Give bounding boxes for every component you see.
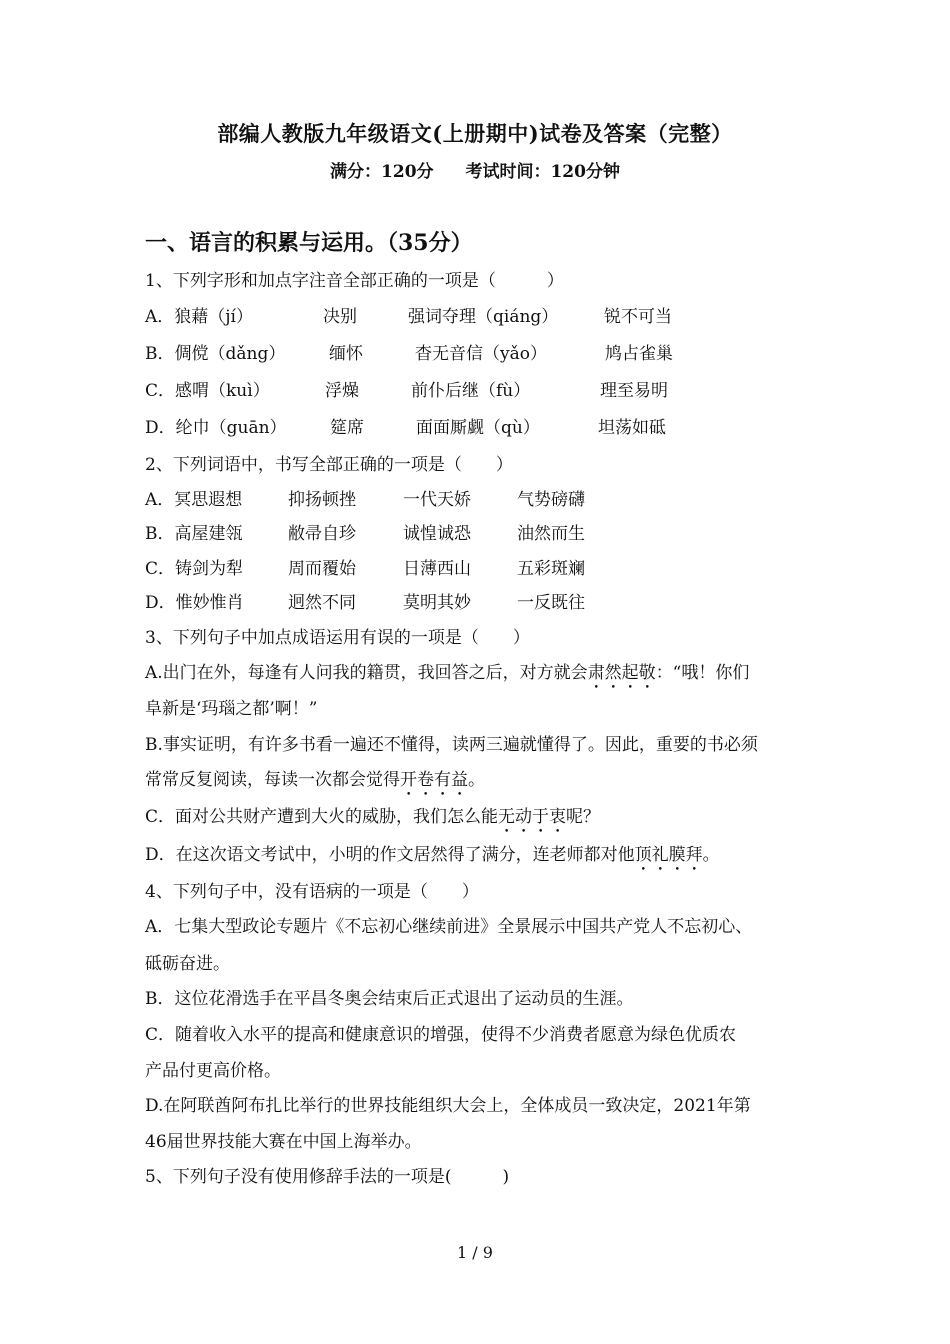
q4-option-b: B．这位花滑选手在平昌冬奥会结束后正式退出了运动员的生涯。 (145, 989, 634, 1009)
q3-option-c (145, 802, 815, 837)
q1-a-4: 锐不可当 (604, 307, 672, 327)
q1-stem: 1、下列字形和加点字注音全部正确的一项是（ ） (145, 271, 564, 291)
q2-d-1: D．惟妙惟肖 (145, 593, 244, 613)
q1-d-3: 面面厮觑（qù） (416, 418, 540, 438)
q1-c-2: 浮燥 (325, 381, 359, 401)
q3-d-text: D．在这次语文考试中，小明的作文居然得了满分，连老师都对他 (145, 845, 635, 865)
q3-c-text-end: 呢？ (566, 807, 601, 827)
q3-a-text-end: ：“哦！你们 (655, 663, 750, 683)
q4-option-c-line2: 产品付更高价格。 (145, 1061, 281, 1081)
q2-c-4: 五彩斑斓 (517, 559, 585, 579)
q3-option-a-line2: 阜新是‘玛瑙之都’啊！” (145, 699, 318, 719)
full-score: 满分：120分 (330, 162, 434, 182)
document-title: 部编人教版九年级语文(上册期中)试卷及答案（完整） (217, 121, 733, 146)
q3-c-text: C．面对公共财产遭到大火的威胁，我们怎么能 (145, 807, 499, 827)
q3-b-idiom: 开卷有益 (400, 770, 468, 790)
q4-option-a-line2: 砥砺奋进。 (145, 954, 230, 974)
q1-d-4: 坦荡如砥 (598, 418, 666, 438)
q2-a-4: 气势磅礴 (517, 490, 585, 510)
q2-d-4: 一反既往 (517, 593, 585, 613)
exam-time: 考试时间：120分钟 (465, 162, 620, 182)
q3-d-idiom: 顶礼膜拜 (634, 845, 703, 865)
q2-c-2: 周而覆始 (288, 559, 356, 579)
q3-d-text-end: 。 (702, 845, 720, 865)
q3-option-b-line2 (145, 765, 815, 800)
q4-option-d-line2: 46届世界技能大赛在中国上海举办。 (145, 1132, 422, 1152)
q1-c-3: 前仆后继（fù） (411, 381, 531, 401)
q1-b-2: 缅怀 (329, 344, 363, 364)
q3-option-a-line1 (145, 658, 815, 693)
q3-a-text: A.出门在外，每逢有人问我的籍贯，我回答之后，对方就会 (145, 663, 588, 683)
q2-c-1: C．铸剑为犁 (145, 559, 244, 579)
q2-b-3: 诚惶诚恐 (403, 524, 471, 544)
q4-option-c-line1: C．随着收入水平的提高和健康意识的增强，使得不少消费者愿意为绿色优质农 (145, 1025, 737, 1045)
q1-a-1: A．狼藉（jí） (145, 307, 253, 327)
q3-c-idiom: 无动于衷 (498, 807, 567, 827)
q3-b-text-end: 。 (468, 770, 485, 790)
section-heading: 一、语言的积累与运用。（35分） (145, 230, 473, 256)
q1-a-3: 强词夺理（qiáng） (408, 307, 559, 327)
q3-a-idiom: 肃然起敬 (587, 663, 656, 683)
q4-option-d-line1: D.在阿联酋阿布扎比举行的世界技能组织大会上，全体成员一致决定，2021年第 (145, 1096, 751, 1116)
q1-c-1: C．感喟（kuì） (145, 381, 270, 401)
q1-d-2: 筵席 (330, 418, 364, 438)
q4-stem: 4、下列句子中，没有语病的一项是（ ） (145, 882, 479, 902)
q3-option-b-line1: B.事实证明，有许多书看一遍还不懂得，读两三遍就懂得了。因此，重要的书必须 (145, 735, 758, 755)
q2-d-2: 迥然不同 (288, 593, 356, 613)
q3-b-text: 常常反复阅读，每读一次都会觉得 (145, 770, 400, 790)
q2-a-1: A．冥思遐想 (145, 490, 243, 510)
q3-option-d (145, 840, 815, 875)
q2-stem: 2、下列词语中，书写全部正确的一项是（ ） (145, 455, 513, 475)
q3-stem: 3、下列句子中加点成语运用有误的一项是（ ） (145, 628, 530, 648)
q5-stem: 5、下列句子没有使用修辞手法的一项是( ) (145, 1167, 510, 1187)
q2-b-4: 油然而生 (517, 524, 585, 544)
q2-a-2: 抑扬顿挫 (288, 490, 356, 510)
q1-d-1: D．纶巾（guān） (145, 418, 287, 438)
q4-option-a-line1: A．七集大型政论专题片《不忘初心继续前进》全景展示中国共产党人不忘初心、 (145, 917, 753, 937)
q1-b-4: 鸠占雀巢 (605, 344, 673, 364)
q2-b-2: 敝帚自珍 (288, 524, 356, 544)
q1-c-4: 理至易明 (600, 381, 668, 401)
q1-a-2: 决别 (323, 307, 357, 327)
q2-a-3: 一代天娇 (403, 490, 471, 510)
q1-b-3: 杳无音信（yǎo） (415, 344, 547, 364)
q2-d-3: 莫明其妙 (403, 593, 471, 613)
q2-b-1: B．高屋建瓴 (145, 524, 243, 544)
page-number: 1 / 9 (457, 1243, 493, 1262)
q2-c-3: 日薄西山 (403, 559, 471, 579)
exam-info (0, 157, 950, 182)
q1-b-1: B．倜傥（dǎng） (145, 344, 286, 364)
